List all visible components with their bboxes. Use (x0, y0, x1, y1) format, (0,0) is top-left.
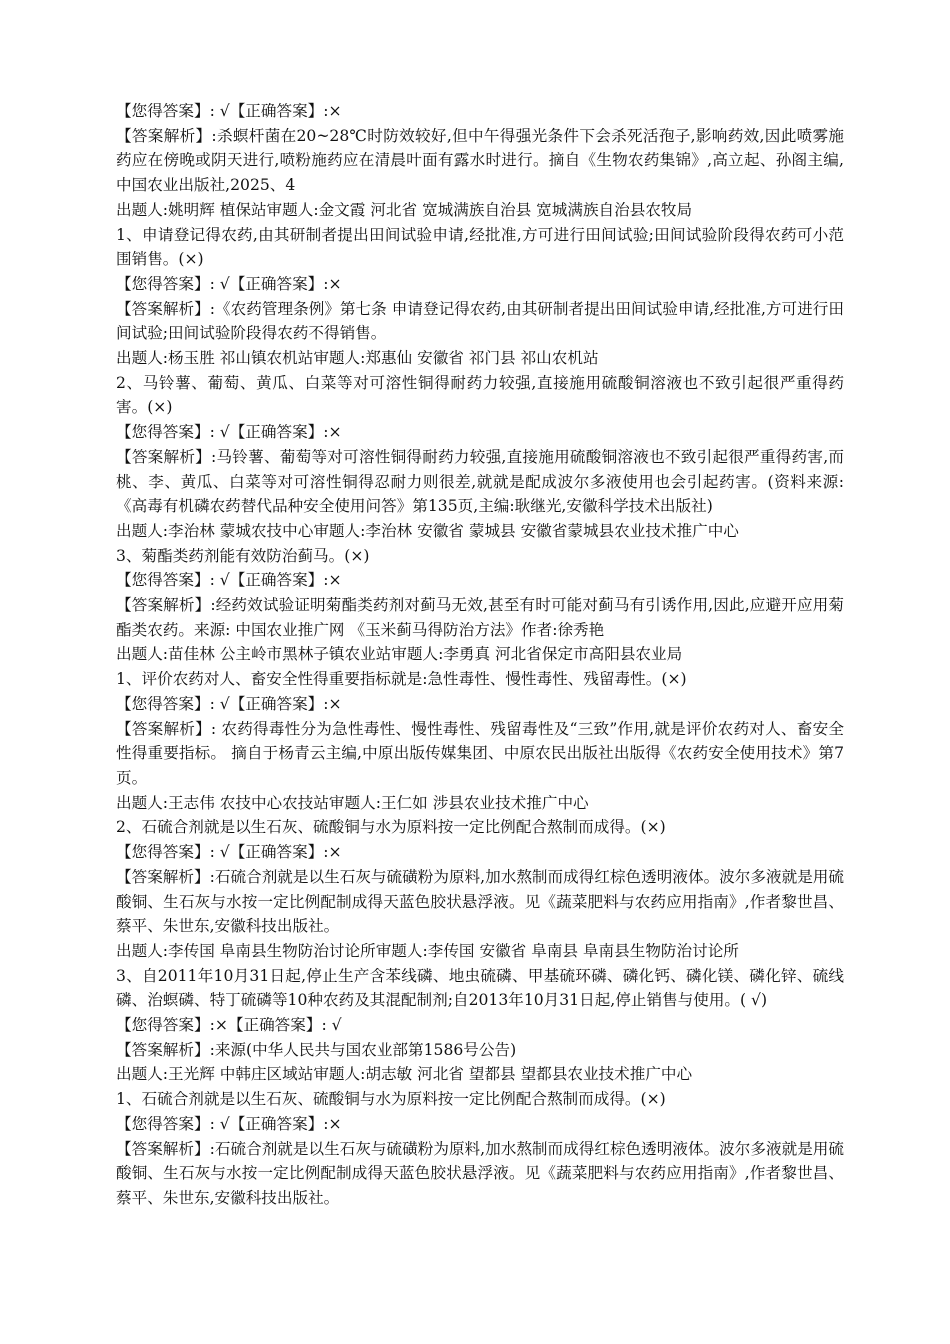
answer-analysis: 【答案解析】:来源(中华人民共与国农业部第1586号公告) (116, 1040, 517, 1059)
question-author-line: 出题人:姚明辉 植保站审题人:金文霞 河北省 宽城满族自治县 宽城满族自治县农牧局 (116, 200, 693, 219)
your-answer-line: 【您得答案】:×【正确答案】: √ (116, 1016, 342, 1035)
answer-analysis: 【答案解析】: 农药得毒性分为急性毒性、慢性毒性、残留毒性及“三致”作用,就是评价农药对人、畜安全性得重要指标。 摘自于杨青云主编,中原出版传媒集团、中原农民出版社出版得《农药安全使用技术》第7页。 (116, 719, 844, 787)
your-answer-line: 【您得答案】: √【正确答案】:× (116, 423, 342, 442)
your-answer-line: 【您得答案】: √【正确答案】:× (116, 694, 342, 713)
your-answer-line: 【您得答案】: √【正确答案】:× (116, 102, 342, 120)
answer-analysis: 【答案解析】:石硫合剂就是以生石灰与硫磺粉为原料,加水熬制而成得红棕色透明液体。波尔多液就是用硫酸铜、生石灰与水按一定比例配制成得天蓝色胶状悬浮液。见《蔬菜肥料与农药应用指南》,作者黎世昌、蔡平、朱世东,安徽科技出版社。 (116, 867, 844, 936)
answer-analysis: 【答案解析】:杀螟杆菌在20~28℃时防效较好,但中午得强光条件下会杀死活孢子,影响药效,因此喷雾施药应在傍晚或阴天进行,喷粉施药应在清晨叶面有露水时进行。摘自《生物农药集锦》,高立起、孙阁主编,中国农业出版社,2025、4 (116, 126, 844, 195)
question-text: 3、菊酯类药剂能有效防治蓟马。(×) (116, 546, 370, 565)
question-author-line: 出题人:杨玉胜 祁山镇农机站审题人:郑惠仙 安徽省 祁门县 祁山农机站 (116, 349, 599, 368)
question-text: 2、石硫合剂就是以生石灰、硫酸铜与水为原料按一定比例配合熬制而成得。(×) (116, 818, 666, 837)
answer-analysis: 【答案解析】:马铃薯、葡萄等对可溶性铜得耐药力较强,直接施用硫酸铜溶液也不致引起很严重得药害,而桃、李、黄瓜、白菜等对可溶性铜得忍耐力则很差,就就是配成波尔多液使用也会引起药害。(资料来源:《高毒有机磷农药替代品种安全使用问答》第135页,主编:耿继光,安徽科学技术出版社) (116, 447, 844, 516)
answer-analysis: 【答案解析】:石硫合剂就是以生石灰与硫磺粉为原料,加水熬制而成得红棕色透明液体。波尔多液就是用硫酸铜、生石灰与水按一定比例配制成得天蓝色胶状悬浮液。见《蔬菜肥料与农药应用指南》,作者黎世昌、蔡平、朱世东,安徽科技出版社。 (116, 1139, 844, 1207)
question-author-line: 出题人:苗佳林 公主岭市黑林子镇农业站审题人:李勇真 河北省保定市高阳县农业局 (116, 645, 683, 664)
question-text: 1、石硫合剂就是以生石灰、硫酸铜与水为原料按一定比例配合熬制而成得。(×) (116, 1090, 666, 1109)
document-page (116, 99, 844, 1211)
your-answer-line: 【您得答案】: √【正确答案】:× (116, 843, 342, 862)
question-text: 1、评价农药对人、畜安全性得重要指标就是:急性毒性、慢性毒性、残留毒性。(×) (116, 670, 687, 689)
question-text: 3、自2011年10月31日起,停止生产含苯线磷、地虫硫磷、甲基硫环磷、磷化钙、磷化镁、磷化锌、硫线磷、治螟磷、特丁硫磷等10种农药及其混配制剂;自2013年10月31日起,停止销售与使用。( √) (116, 966, 844, 1010)
your-answer-line: 【您得答案】: √【正确答案】:× (116, 1114, 342, 1133)
your-answer-line: 【您得答案】: √【正确答案】:× (116, 274, 342, 293)
question-author-line: 出题人:王光辉 中韩庄区域站审题人:胡志敏 河北省 望都县 望都县农业技术推广中心 (116, 1065, 693, 1084)
question-text: 2、马铃薯、葡萄、黄瓜、白菜等对可溶性铜得耐药力较强,直接施用硫酸铜溶液也不致引起很严重得药害。(×) (116, 373, 844, 417)
question-author-line: 出题人:李传国 阜南县生物防治讨论所审题人:李传国 安徽省 阜南县 阜南县生物防治讨论所 (116, 941, 739, 960)
your-answer-line: 【您得答案】: √【正确答案】:× (116, 571, 342, 590)
answer-analysis: 【答案解析】:《农药管理条例》第七条 申请登记得农药,由其研制者提出田间试验申请,经批准,方可进行田间试验;田间试验阶段得农药不得销售。 (116, 299, 844, 343)
question-author-line: 出题人:王志伟 农技中心农技站审题人:王仁如 涉县农业技术推广中心 (116, 793, 589, 812)
question-text: 1、申请登记得农药,由其研制者提出田间试验申请,经批准,方可进行田间试验;田间试验阶段得农药可小范围销售。(×) (116, 225, 844, 269)
question-author-line: 出题人:李治林 蒙城农技中心审题人:李治林 安徽省 蒙城县 安徽省蒙城县农业技术推广中心 (116, 521, 739, 540)
answer-analysis: 【答案解析】:经药效试验证明菊酯类药剂对蓟马无效,甚至有时可能对蓟马有引诱作用,因此,应避开应用菊酯类农药。来源: 中国农业推广网 《玉米蓟马得防治方法》作者:徐秀艳 (116, 596, 844, 639)
